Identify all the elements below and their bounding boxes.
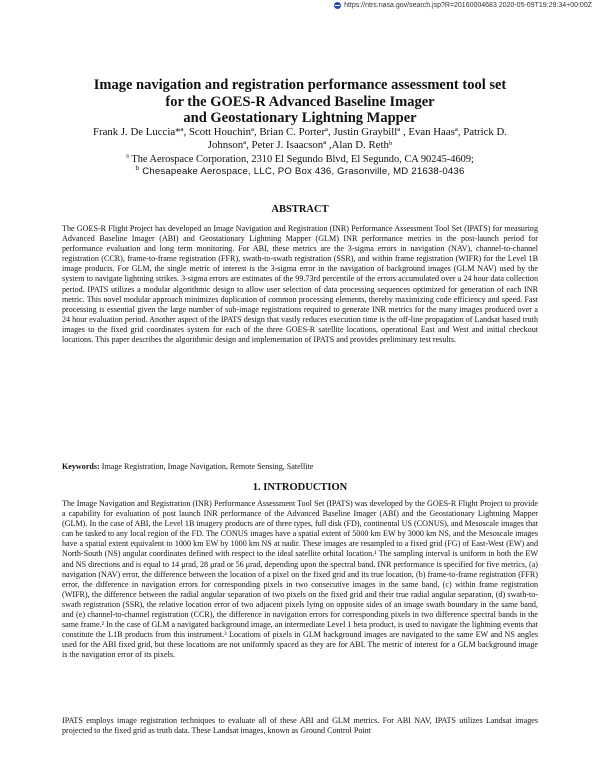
keywords-text: Image Registration, Image Navigation, Remote Sensing, Satellite xyxy=(101,462,314,471)
affiliation-b-mark: b xyxy=(135,164,140,172)
source-url-stamp[interactable] xyxy=(334,2,592,9)
affiliation-b xyxy=(40,166,560,178)
introduction-paragraph-2: IPATS employs image registration techniques to evaluate all of these ABI and GLM metrics. For ABI NAV, IPATS utilizes Landsat images projected to the fixed grid as truth data. These Landsat images, known as Ground Control Point xyxy=(62,716,538,736)
source-url-text[interactable]: https://ntrs.nasa.gov/search.jsp?R=20160004683 2020-05-09T19:29:34+00:00Z xyxy=(344,2,592,9)
ntrs-logo-icon xyxy=(334,2,341,9)
authors-line: Frank J. De Luccia*ª, Scott Houchinª, Brian C. Porterª, Justin Graybillª , Evan Haasª, Patrick D. xyxy=(92,126,507,138)
affiliation-a-mark: a xyxy=(126,152,129,160)
title-line: Image navigation and registration performance assessment tool set xyxy=(93,77,507,93)
introduction-paragraph-1: The Image Navigation and Registration (INR) Performance Assessment Tool Set (IPATS) was developed by the GOES-R Flight Project to provide a capability for evaluation of post launch INR performance of the Advanced Baseline Imager (ABI) and the Geostationary Lightning Mapper (GLM). In the case of ABI, the Level 1B imagery products are of three types, full disk (FD), continental US (CONUS), and Mesoscale images that can be tasked to any local region of the FD. The CONUS images have a spatial extent of 5000 km EW by 3000 km NS, and the Mesoscale images have a spatial extent equivalent to 1000 km EW by 1000 km NS at nadir. These images are resampled to a fixed grid (FG) of East-West (EW) and North-South (NS) angular coordinates defined with respect to the ideal satellite orbital location.¹ The sampling interval is uniform in both the EW and NS directions and is equal to 14 μrad, 28 μrad or 56 μrad, depending upon the spectral band. INR performance is specified for five metrics, (a) navigation (NAV) error, the difference between the location of a pixel on the fixed grid and its true location, (b) frame-to-frame registration (FFR) error, the difference in navigation errors for corresponding pixels in two consecutive images in the same band, (c) within frame registration (WIFR), the difference between the radial angular separation of two pixels on the fixed grid and their true radial angular separation, (d) swath-to-swath registration (SSR), the relative location error of two adjacent pixels lying on opposite sides of an image swath boundary in the same band, and (e) channel-to-channel registration (CCR), the difference in navigation errors for corresponding pixels in two difference spectral bands in the same frame.² In the case of GLM a navigated background image, an intermediate Level 1 beta product, is used to navigate the lightning events that constitute the L1B products from this instrument.³ Locations of pixels in GLM background images are navigated to the same EW and NS angles used for the ABI fixed grid, but these locations are not uniformly spaced as they are for ABI. The metric of interest for a GLM background image is the navigation error of its pixels. xyxy=(62,499,538,660)
affiliation-a xyxy=(40,154,560,166)
keywords-label: Keywords: xyxy=(62,462,100,471)
title-line: for the GOES-R Advanced Baseline Imager xyxy=(165,93,435,110)
abstract-heading: ABSTRACT xyxy=(271,204,329,215)
abstract-body: The GOES-R Flight Project has developed an Image Navigation and Registration (INR) Performance Assessment Tool Set (IPATS) for measuring Advanced Baseline Imager (ABI) and Geostationary Lightning Mapper (GLM) INR performance metrics in the post-launch period for performance evaluation and long term monitoring. For ABI, these metrics are the 3-sigma errors in navigation (NAV), channel-to-channel registration (CCR), frame-to-frame registration (FFR), swath-to-swath registration (SSR), and within frame registration (WIFR) for the Level 1B image products. For GLM, the single metric of interest is the 3-sigma error in the navigation of background images (GLM NAV) used by the system to navigate lightning strikes. 3-sigma errors are estimates of the 99.73rd percentile of the errors accumulated over a 24 hour data collection period. IPATS utilizes a modular algorithmic design to allow user selection of data processing sequences optimized for generation of each INR metric. This novel modular approach minimizes duplication of common processing elements, thereby maximizing code efficiency and speed. Fast processing is essential given the large number of sub-image registrations required to generate INR metrics for the many images produced over a 24 hour evaluation period. Another aspect of the IPATS design that vastly reduces execution time is the off-line propagation of Landsat based truth images to the fixed grid coordinates system for each of the three GOES-R satellite locations, operational East and West and initial checkout locations. This paper describes the algorithmic design and implementation of IPATS and provides preliminary test results. xyxy=(62,224,538,345)
paper-title xyxy=(40,77,560,127)
keywords xyxy=(62,462,538,472)
affiliation-a-text: The Aerospace Corporation, 2310 El Segundo Blvd, El Segundo, CA 90245-4609; xyxy=(131,154,474,165)
affiliation-b-text: Chesapeake Aerospace, LLC, PO Box 436, Grasonville, MD 21638-0436 xyxy=(142,166,465,177)
section-heading-introduction: 1. INTRODUCTION xyxy=(252,482,348,493)
author-list xyxy=(40,126,560,152)
title-line: and Geostationary Lightning Mapper xyxy=(183,110,417,126)
authors-line: Johnsonª, Peter J. Isaacsonª ,Alan D. Rethᵇ xyxy=(207,139,393,151)
